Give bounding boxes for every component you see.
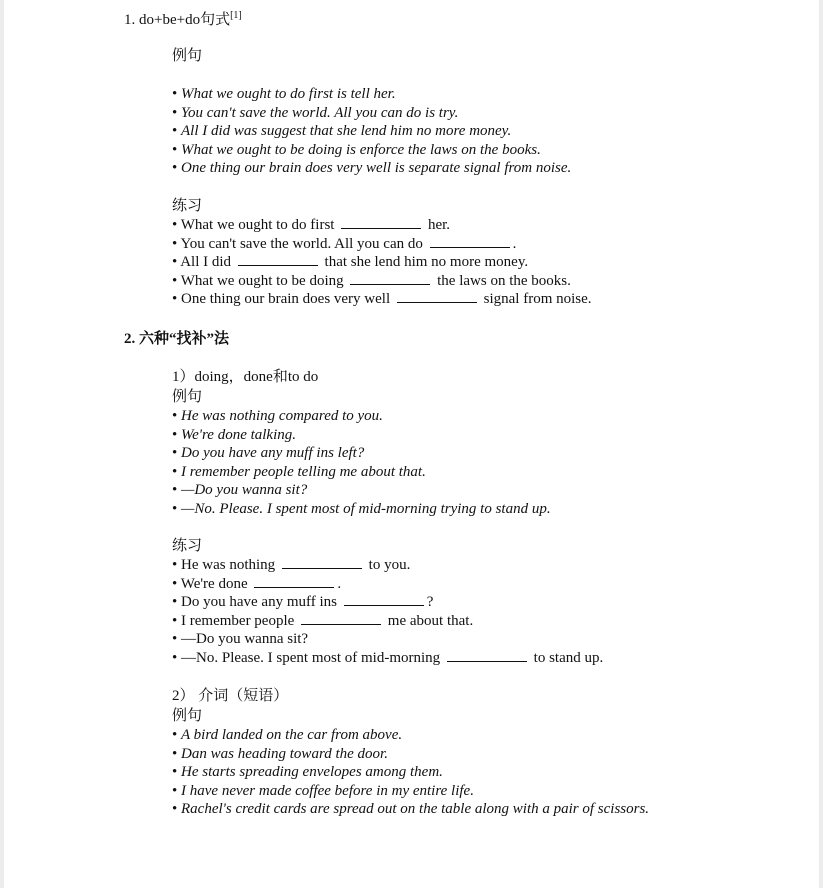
answer-blank[interactable] [430, 235, 510, 248]
example-item: • —No. Please. I spent most of mid-morning trying to stand up. [172, 500, 551, 517]
section2-sub1 [172, 367, 551, 518]
example-item: • He starts spreading envelopes among them. [172, 764, 443, 780]
example-item: • A bird landed on the car from above. [172, 727, 403, 743]
practice-item: • One thing our brain does very well signal from noise. [172, 291, 592, 307]
answer-blank[interactable] [344, 593, 424, 606]
practice-label: 练习 [172, 198, 203, 214]
practice-item: • What we ought to do first her. [172, 217, 451, 233]
section1-heading [124, 8, 242, 29]
answer-blank[interactable] [341, 216, 421, 229]
practice-item: • You can't save the world. All you can do . [172, 235, 517, 252]
example-item: • All I did was suggest that she lend him no more money. [172, 123, 512, 139]
practice-item: • —Do you wanna sit? [172, 631, 309, 647]
practice-item: • What we ought to be doing the laws on the books. [172, 272, 571, 289]
answer-blank[interactable] [447, 649, 527, 662]
practice-label: 练习 [172, 538, 203, 554]
example-item: • I remember people telling me about that. [172, 463, 426, 480]
answer-blank[interactable] [282, 556, 362, 569]
example-item: • One thing our brain does very well is separate signal from noise. [172, 160, 572, 176]
footnote-ref[interactable]: [1] [230, 10, 242, 21]
examples-label: 例句 [172, 708, 203, 724]
example-item: • Do you have any muff ins left? [172, 445, 365, 461]
section2-heading: 2. 六种“找补”法 [124, 331, 230, 347]
example-item: • He was nothing compared to you. [172, 408, 383, 424]
answer-blank[interactable] [238, 253, 318, 266]
practice-item: • We're done . [172, 575, 342, 592]
practice-item: • Do you have any muff ins ? [172, 594, 434, 610]
sub2-title: 2） 介词（短语） [172, 688, 289, 704]
section2-sub1-practice [172, 536, 603, 667]
practice-item: • —No. Please. I spent most of mid-morning to stand up. [172, 649, 604, 666]
answer-blank[interactable] [350, 272, 430, 285]
section1-examples [172, 46, 202, 66]
sub1-title: 1）doing，done和to do [172, 369, 319, 385]
example-item: • We're done talking. [172, 426, 297, 443]
examples-label: 例句 [172, 389, 203, 405]
example-item: • —Do you wanna sit? [172, 482, 308, 498]
examples-label: 例句 [172, 48, 203, 64]
answer-blank[interactable] [397, 290, 477, 303]
example-item: • You can't save the world. All you can do is try. [172, 104, 459, 121]
answer-blank[interactable] [254, 575, 334, 588]
example-item: • I have never made coffee before in my entire life. [172, 782, 474, 799]
section1-heading-text: 1. do+be+do句式 [124, 12, 231, 28]
section2-sub2 [172, 686, 649, 819]
section1-example-list [172, 85, 571, 178]
example-item: • What we ought to be doing is enforce the laws on the books. [172, 141, 541, 158]
practice-item: • He was nothing to you. [172, 557, 411, 573]
practice-item: • I remember people me about that. [172, 612, 474, 629]
section1-practice [172, 196, 592, 309]
example-item: • Rachel's credit cards are spread out on the table along with a pair of scissors. [172, 801, 650, 817]
practice-item: • All I did that she lend him no more money. [172, 254, 529, 270]
answer-blank[interactable] [301, 612, 381, 625]
example-item: • Dan was heading toward the door. [172, 745, 388, 762]
example-item: • What we ought to do first is tell her. [172, 86, 396, 102]
